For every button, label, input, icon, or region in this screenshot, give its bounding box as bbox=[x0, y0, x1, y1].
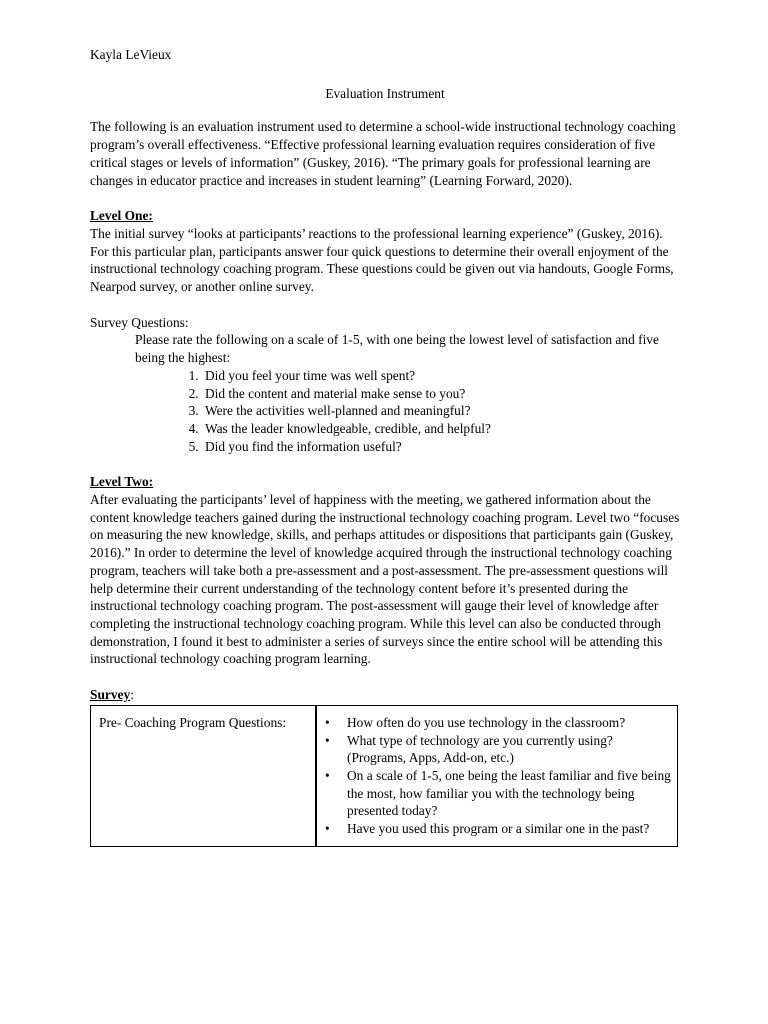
survey-questions-label: Survey Questions: bbox=[90, 314, 189, 330]
list-item: 2. Did the content and material make sense to you? bbox=[202, 385, 680, 403]
survey-table bbox=[90, 705, 678, 847]
list-item: • On a scale of 1-5, one being the least familiar and five being the most, how familiar you with the technology being presented today? bbox=[347, 767, 671, 820]
level-one-paragraph: The initial survey “looks at participants’ reactions to the professional learning experience” (Guskey, 2016). For this particular plan, participants answer four quick questions to determine their overall enjoyment of the instructional technology coaching program. These questions could be given out via handouts, Google Forms, Nearpod survey, or another online survey. bbox=[90, 225, 674, 295]
survey-label-text: Survey bbox=[90, 687, 131, 703]
list-item: • How often do you use technology in the classroom? bbox=[347, 714, 671, 732]
survey-questions-cell bbox=[316, 705, 678, 846]
document-title: Evaluation Instrument bbox=[325, 85, 445, 101]
document-page bbox=[90, 46, 680, 847]
list-item: 5. Did you find the information useful? bbox=[202, 438, 680, 456]
survey-label-colon: : bbox=[130, 687, 134, 703]
list-item: • Have you used this program or a similar one in the past? bbox=[347, 820, 671, 838]
rating-instruction: Please rate the following on a scale of 1-5, with one being the lowest level of satisfaction and five being the highest: bbox=[135, 332, 659, 366]
pre-coaching-question-list bbox=[323, 714, 671, 838]
intro-paragraph: The following is an evaluation instrument used to determine a school-wide instructional technology coaching program’s overall effectiveness. “Effective professional learning evaluation requires consideration of five critical stages or levels of information” (Guskey, 2016). “The primary goals for professional learning are changes in educator practice and increases in student learning” (Learning Forward, 2020). bbox=[90, 119, 676, 188]
survey-label bbox=[90, 686, 680, 704]
survey-row-label: Pre- Coaching Program Questions: bbox=[91, 705, 317, 846]
level-two-heading: Level Two: bbox=[90, 474, 154, 490]
list-item: 1. Did you feel your time was well spent? bbox=[202, 367, 680, 385]
list-item: 3. Were the activities well-planned and meaningful? bbox=[202, 402, 680, 420]
level-one-heading: Level One: bbox=[90, 208, 153, 224]
level-two-paragraph: After evaluating the participants’ level of happiness with the meeting, we gathered information about the content knowledge teachers gained during the instructional technology coaching program. Level two “focuses on measuring the new knowledge, skills, and perhaps attitudes or dispositions that participants gain (Guskey, 2016).” In order to determine the level of knowledge acquired through the instructional technology coaching program, teachers will take both a pre-assessment and a post-assessment. The pre-assessment questions will help determine their current understanding of the technology content before it’s presented during the instructional technology coaching program. The post-assessment will gauge their level of knowledge after completing the instructional technology coaching program. While this level can also be conducted through demonstration, I found it best to administer a series of surveys since the entire school will be attending this instructional technology coaching program learning. bbox=[90, 492, 680, 667]
survey-question-list bbox=[90, 367, 680, 456]
list-item: • What type of technology are you currently using? (Programs, Apps, Add-on, etc.) bbox=[347, 732, 671, 767]
author-name: Kayla LeVieux bbox=[90, 47, 172, 62]
list-item: 4. Was the leader knowledgeable, credible, and helpful? bbox=[202, 420, 680, 438]
table-row bbox=[91, 705, 678, 846]
